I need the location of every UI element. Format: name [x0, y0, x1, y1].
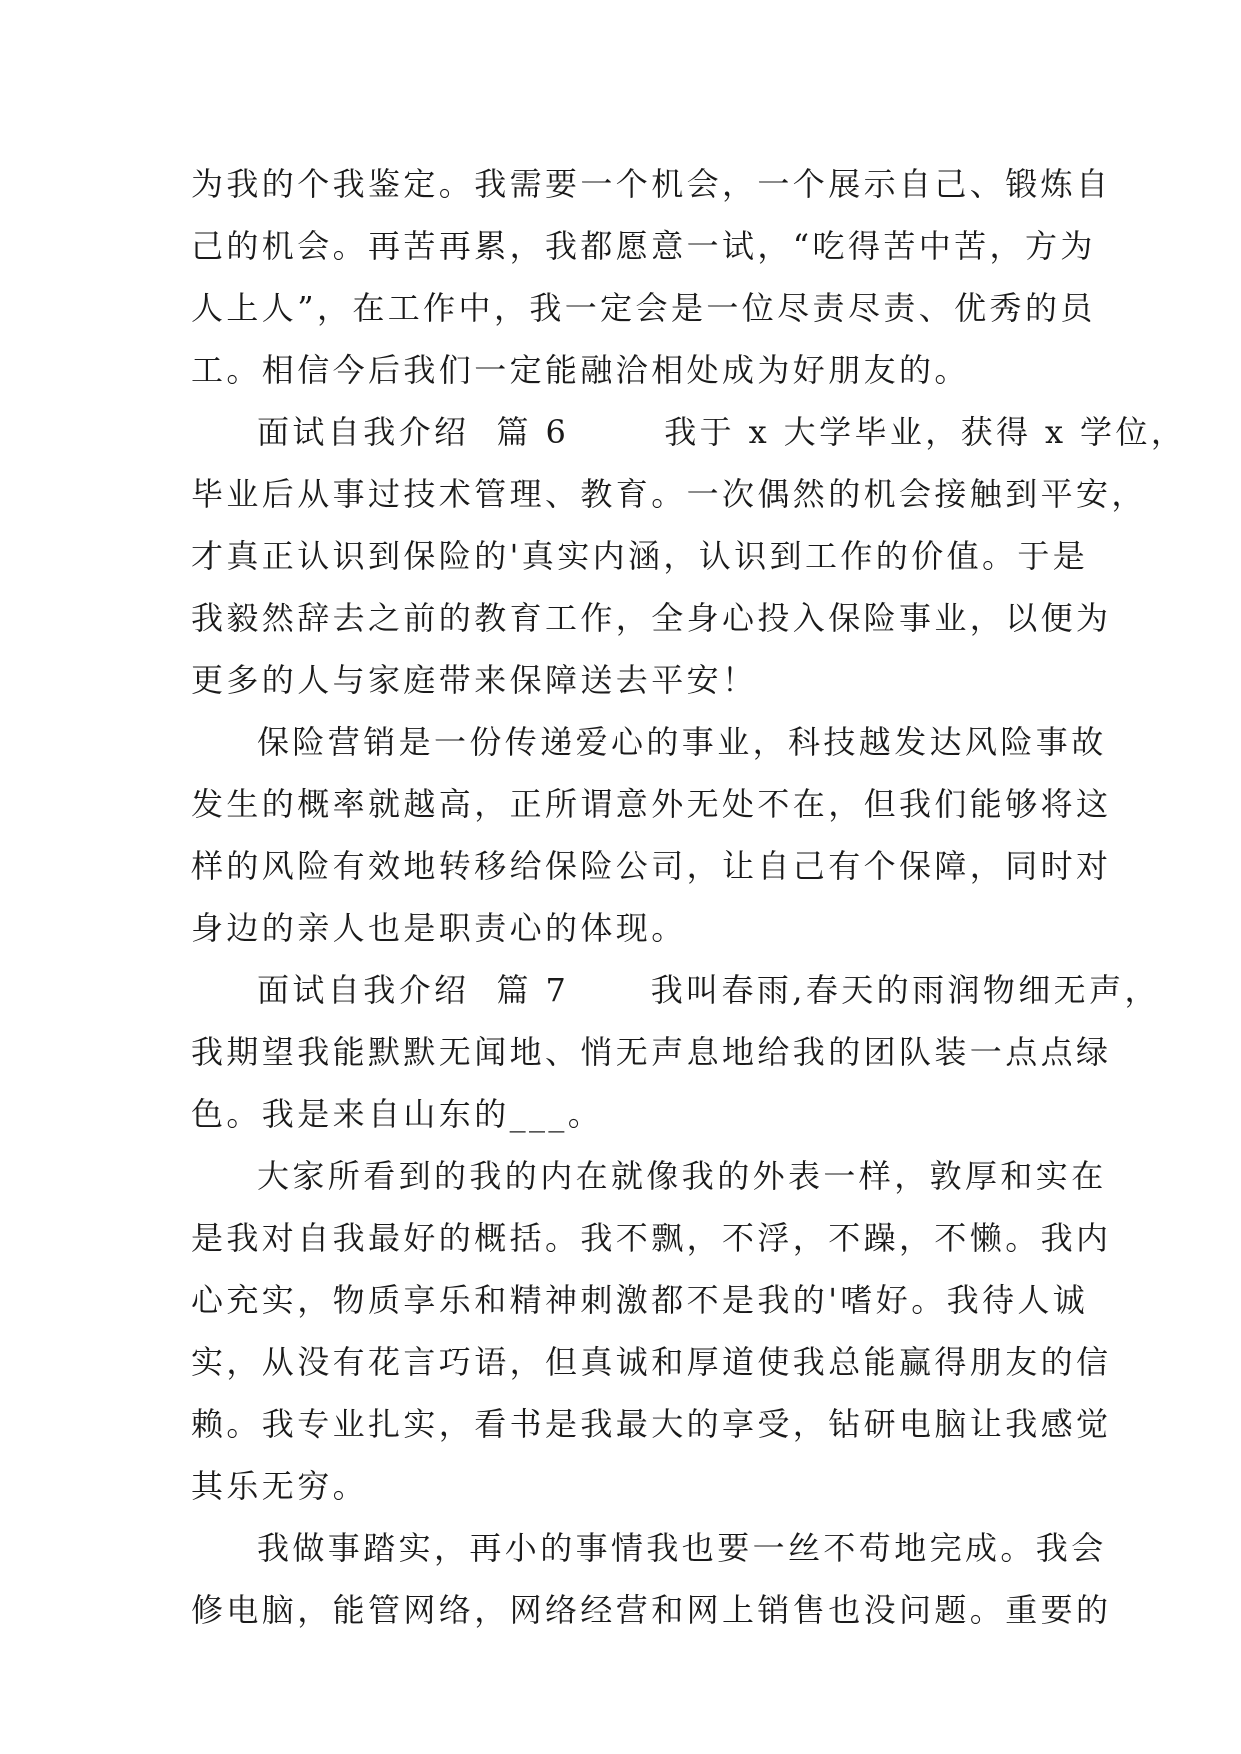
text-line: 发生的概率就越高，正所谓意外无处不在，但我们能够将这	[191, 785, 1112, 823]
paragraph-start: 我做事踏实，再小的事情我也要一丝不苟地完成。我会	[257, 1529, 1107, 1567]
text-line: 实，从没有花言巧语，但真诚和厚道使我总能赢得朋友的信	[191, 1343, 1112, 1381]
text-line: 毕业后从事过技术管理、教育。一次偶然的机会接触到平安，	[191, 475, 1147, 513]
text-line: 工。相信今后我们一定能融洽相处成为好朋友的。	[191, 351, 970, 389]
text-line: 是我对自我最好的概括。我不飘，不浮，不躁，不懒。我内	[191, 1219, 1112, 1257]
text-line: 赖。我专业扎实，看书是我最大的享受，钻研电脑让我感觉	[191, 1405, 1112, 1443]
text-line: 人上人”，在工作中，我一定会是一位尽责尽责、优秀的员	[191, 289, 1096, 327]
paragraph-start: 大家所看到的我的内在就像我的外表一样，敦厚和实在	[257, 1157, 1107, 1195]
text-line: 其乐无穷。	[191, 1467, 369, 1505]
text-line: 心充实，物质享乐和精神刺激都不是我的'嗜好。我待人诚	[191, 1281, 1089, 1319]
text-line: 色。我是来自山东的___。	[191, 1095, 604, 1133]
text-line: 己的机会。再苦再累，我都愿意一试，“吃得苦中苦，方为	[191, 227, 1096, 265]
section-heading-7: 面试自我介绍 篇 7 我叫春雨,春天的雨润物细无声，	[257, 971, 1160, 1009]
text-line: 我期望我能默默无闻地、悄无声息地给我的团队装一点点绿	[191, 1033, 1112, 1071]
text-line: 才真正认识到保险的'真实内涵，认识到工作的价值。于是	[191, 537, 1089, 575]
text-line: 样的风险有效地转移给保险公司，让自己有个保障，同时对	[191, 847, 1112, 885]
text-line: 更多的人与家庭带来保障送去平安！	[191, 661, 758, 699]
text-line: 修电脑，能管网络，网络经营和网上销售也没问题。重要的	[191, 1591, 1112, 1629]
section-heading-6: 面试自我介绍 篇 6 我于 x 大学毕业，获得 x 学位，	[257, 413, 1187, 451]
text-line: 身边的亲人也是职责心的体现。	[191, 909, 687, 947]
text-line: 我毅然辞去之前的教育工作，全身心投入保险事业，以便为	[191, 599, 1112, 637]
text-line: 为我的个我鉴定。我需要一个机会，一个展示自己、锻炼自	[191, 165, 1112, 203]
paragraph-start: 保险营销是一份传递爱心的事业，科技越发达风险事故	[257, 723, 1107, 761]
